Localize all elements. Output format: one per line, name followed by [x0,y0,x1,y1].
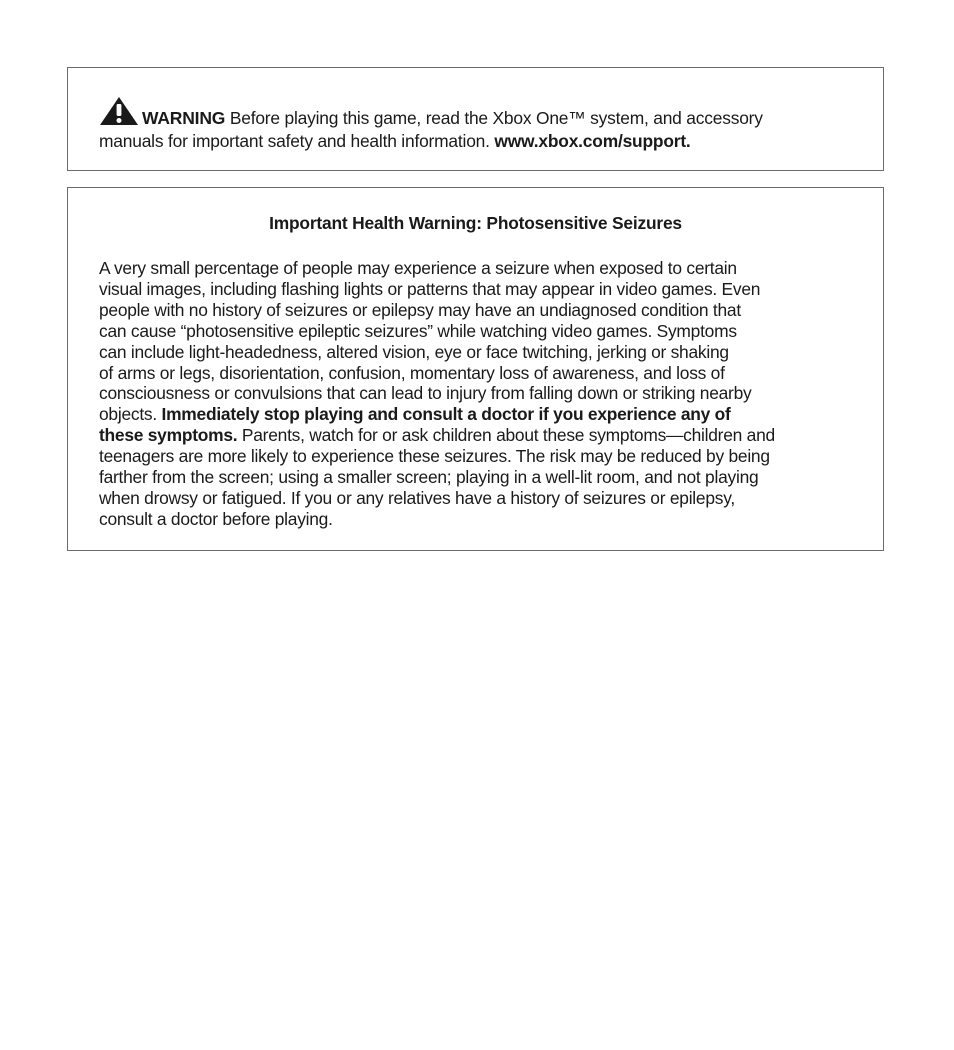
warning-notice-box [67,67,884,171]
body-line: A very small percentage of people may experience a seizure when exposed to certain [99,258,737,278]
body-line: of arms or legs, disorientation, confusion, momentary loss of awareness, and loss of [99,362,725,383]
body-line: can cause “photosensitive epileptic seizures” while watching video games. Symptoms [99,320,737,341]
body-text-emphasis: these symptoms. [99,425,238,446]
body-line: people with no history of seizures or epilepsy may have an undiagnosed condition that [99,299,741,320]
body-line-mixed [99,404,855,425]
warning-text-line1: Before playing this game, read the Xbox One™ system, and accessory [225,108,763,128]
body-line: can include light-headedness, altered vision, eye or face twitching, jerking or shaking [99,341,729,362]
body-line: teenagers are more likely to experience these seizures. The risk may be reduced by being [99,446,770,467]
body-text-normal: Parents, watch for or ask children about these symptoms—children and [237,425,775,446]
warning-label: WARNING [142,108,226,128]
support-link[interactable]: www.xbox.com/support. [494,131,691,151]
health-warning-box [67,187,884,551]
body-line: farther from the screen; using a smaller screen; playing in a well-lit room, and not playing [99,467,759,488]
body-text-emphasis: Immediately stop playing and consult a doctor if you experience any of [161,404,731,425]
body-line: visual images, including flashing lights or patterns that may appear in video games. Even [99,278,761,299]
warning-triangle-icon [99,96,139,131]
warning-notice-text [99,96,859,152]
body-line-mixed [99,425,855,446]
body-line: consciousness or convulsions that can lead to injury from falling down or striking nearby [99,383,752,404]
health-warning-body [99,258,855,530]
body-line: consult a doctor before playing. [99,508,333,529]
body-line: when drowsy or fatigued. If you or any relatives have a history of seizures or epilepsy, [99,487,735,508]
health-warning-title: Important Health Warning: Photosensitive Seizures [269,213,682,233]
body-text-normal: objects. [99,404,162,425]
warning-text-line2: manuals for important safety and health information. [99,131,495,151]
